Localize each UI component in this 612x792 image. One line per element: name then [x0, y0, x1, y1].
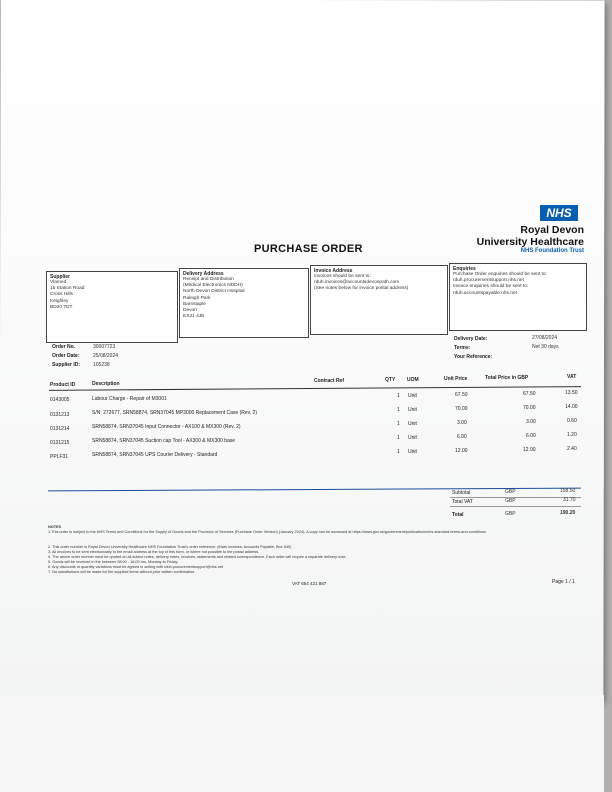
cell-qty: 1	[397, 393, 400, 399]
cell-unit-price: 70.00	[455, 406, 468, 412]
total-value: 190.20	[560, 510, 576, 516]
supplier-line: BD20 7DT	[50, 304, 73, 310]
notes-item: 4. The above order number must be quoted on all advice notes, delivery notes, invoices, statements and related correspondence. Each order will require a separate delivery note.	[48, 555, 347, 559]
delivery-line: Devon	[183, 308, 197, 314]
cell-product-id: 0131215	[50, 440, 70, 446]
cell-description: SRN58874, SRN37045 Suction cap Tool - AX300 & MX300 base	[92, 438, 236, 444]
enquiries-line: Invoice enquiries should be sent to:	[453, 284, 529, 290]
delivery-address-box	[179, 268, 309, 338]
order-no-label: Order No.	[52, 344, 76, 350]
invoice-line: Invoices should be sent to:	[314, 274, 371, 279]
cell-description: SRN58874, SRN37045 Input Connector - AX100 & MX300 (Rev. 2)	[92, 424, 241, 430]
reference-label: Your Reference:	[454, 354, 493, 360]
cell-vat: 14.00	[565, 404, 578, 410]
cell-uom: Unit	[408, 435, 417, 441]
cell-uom: Unit	[408, 407, 417, 413]
cell-uom: Unit	[408, 393, 417, 399]
cell-uom: Unit	[408, 421, 417, 427]
cell-total: 12.00	[523, 447, 536, 453]
subtotal-label: Subtotal	[452, 490, 471, 496]
cell-description: SRN58874, SRN37045 UPS Courier Delivery - Standard	[92, 452, 218, 458]
total-currency: GBP	[505, 511, 516, 517]
cell-total: 70.00	[523, 405, 536, 411]
total-vat-label: Total VAT	[452, 499, 473, 505]
notes-item: 2. This order number is Royal Devon University Healthcare NHS Foundation Trust's order reference. (Mark invoices: Accounts Payable, Box 540)	[48, 545, 292, 549]
terms-value: Net 30 days	[532, 344, 559, 350]
notes-item: 7. No substitutions will be made for the supplied items without prior written confirmation.	[48, 570, 196, 574]
invoice-line: rduh.invoices@accountsdevonpath.com	[314, 280, 400, 286]
supplier-line: Cross Hills	[50, 292, 73, 298]
cell-total: 3.00	[526, 419, 536, 425]
supplier-line: 15 Station Road	[50, 286, 85, 292]
order-date-label: Order Date:	[52, 353, 80, 359]
supplier-heading: Supplier	[50, 274, 71, 280]
cell-unit-price: 67.50	[455, 392, 468, 398]
enquiries-line: rduh.accountspayable.nhs.net	[453, 290, 518, 296]
col-header-qty: QTY	[385, 377, 396, 383]
notes-heading: NOTES	[48, 525, 62, 529]
notes-item: 3. All invoices to be sent electronically to the email address at the top of this form, or where not possible to the postal address.	[48, 550, 260, 554]
notes-item: 6. Any discounts or quantity variations must be agreed in writing with rduh.procurementsupport@nhs.net	[48, 565, 224, 569]
delivery-heading: Delivery Address	[183, 271, 224, 277]
delivery-line: Receipt and Distribution	[183, 277, 234, 282]
document-title: PURCHASE ORDER	[254, 243, 363, 255]
totals-rule	[450, 506, 581, 507]
col-header-product: Product ID	[50, 382, 76, 388]
document-lower-sheet	[0, 695, 604, 792]
org-name-line1: Royal Devon	[520, 224, 584, 236]
order-date-value: 25/08/2024	[93, 353, 119, 359]
cell-unit-price: 6.00	[457, 434, 467, 440]
cell-vat: 1.20	[567, 432, 577, 438]
col-header-vat: VAT	[567, 374, 577, 380]
cell-qty: 1	[397, 421, 400, 427]
total-vat-value: 31.70	[563, 497, 576, 503]
total-label: Total	[452, 512, 464, 518]
cell-total: 6.00	[526, 433, 536, 439]
delivery-line: Raleigh Park	[183, 295, 211, 301]
col-header-contract: Contract Ref	[314, 378, 345, 384]
cell-description: S/N: 272677, SRN58874, SRN37045 MP3000 Replacement Case (Rev. 2)	[92, 410, 257, 416]
delivery-line: Barnstaple	[183, 301, 206, 307]
cell-vat: 0.60	[567, 418, 577, 424]
cell-qty: 1	[397, 449, 400, 455]
cell-product-id: 0131214	[50, 426, 70, 432]
notes-item: 5. Goods will be received in the between 08:00 - 16:00 hrs, Monday to Friday.	[48, 560, 179, 564]
supplier-box	[46, 271, 178, 343]
col-header-unit-price: Unit Price	[444, 376, 468, 382]
cell-product-id: 0131213	[50, 412, 70, 418]
cell-uom: Unit	[408, 449, 417, 455]
total-vat-currency: GBP	[505, 498, 516, 504]
cell-vat: 2.40	[567, 446, 577, 452]
delivery-date-label: Delivery Date:	[454, 336, 488, 342]
cell-product-id: PPLF31	[50, 454, 69, 460]
cell-qty: 1	[397, 407, 400, 413]
delivery-line: (Medical Electronics NDDH)	[183, 283, 243, 289]
cell-unit-price: 3.00	[457, 420, 467, 426]
vat-registration: VAT 654 421 887	[292, 581, 327, 586]
nhs-logo: NHS	[540, 205, 578, 221]
col-header-uom: UOM	[407, 377, 419, 383]
cell-description: Labour Charge - Repair of M3001	[92, 396, 167, 402]
notes-item: 1.This order is subject to the NHS Terms and Conditions for the Supply of Goods and the Provision of Services (Purchase Order Version) (January 2024). A copy can be accessed at https://www.gov.uk/government/publications/nhs-standard-terms-and-conditions	[48, 530, 486, 534]
page-number: Page 1 / 1	[552, 579, 575, 585]
invoice-address-box	[310, 265, 448, 335]
delivery-line: North Devon District Hospital	[183, 289, 245, 295]
terms-label: Terms:	[454, 345, 471, 351]
cell-product-id: 0143005	[50, 397, 70, 403]
supplier-line: Vlamed	[50, 280, 67, 285]
subtotal-currency: GBP	[505, 489, 516, 495]
supplier-id-label: Supplier ID:	[52, 362, 81, 368]
invoice-line: (See notes below for invoice postal address)	[314, 286, 409, 292]
invoice-heading: Invoice Address	[314, 268, 353, 274]
supplier-id-value: 105238	[93, 362, 110, 368]
col-header-total: Total Price in GBP	[485, 375, 529, 381]
order-no-value: 30007723	[93, 344, 116, 350]
org-name-line3: NHS Foundation Trust	[520, 248, 584, 254]
delivery-line: EX31 4JB	[183, 314, 205, 320]
supplier-line: Keighley	[50, 298, 69, 304]
cell-unit-price: 12.00	[455, 448, 468, 454]
enquiries-line: rduh.procurementsupport.nhs.net	[453, 278, 524, 284]
enquiries-line: Purchase Order enquiries should be sent to:	[453, 272, 547, 277]
enquiries-heading: Enquiries	[453, 266, 476, 272]
cell-total: 67.50	[523, 391, 536, 397]
col-header-description: Description	[92, 381, 120, 387]
subtotal-value: 158.50	[560, 488, 576, 494]
delivery-date-value: 27/08/2024	[532, 335, 558, 341]
cell-qty: 1	[397, 435, 400, 441]
enquiries-box	[449, 263, 587, 331]
cell-vat: 13.50	[565, 390, 578, 396]
org-name-line2: University Healthcare	[476, 236, 584, 248]
